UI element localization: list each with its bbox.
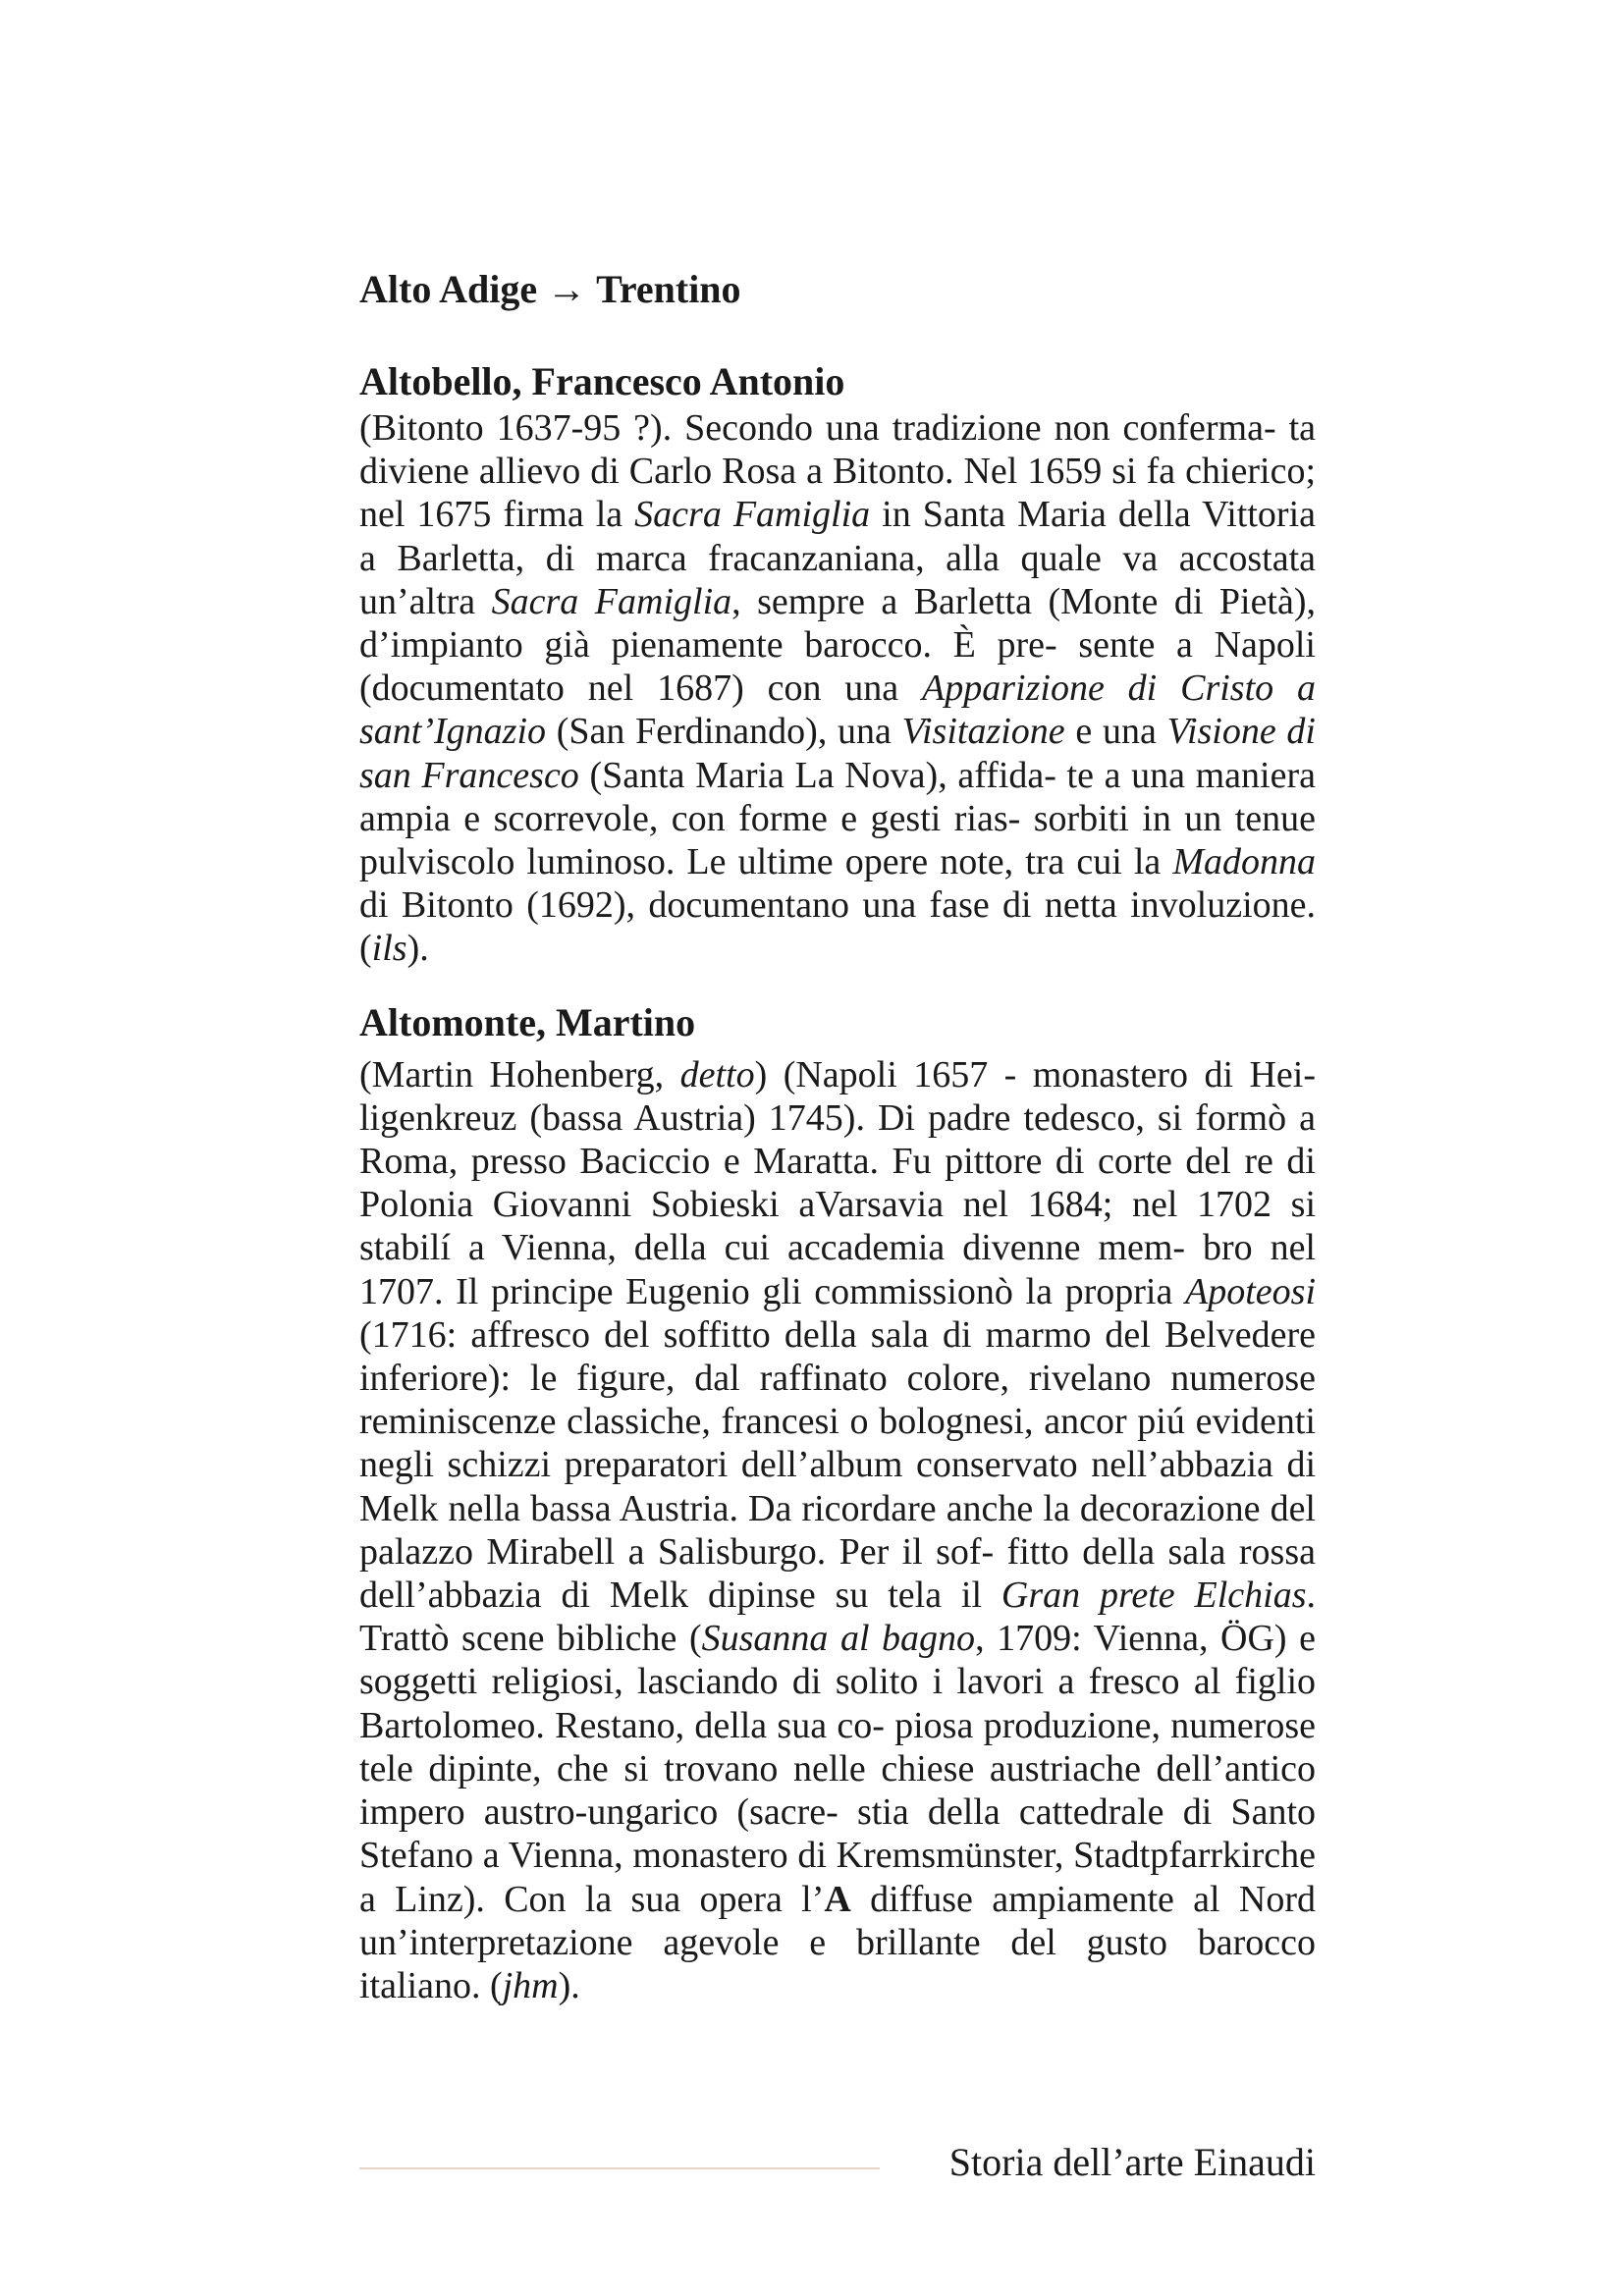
text-run: (San Ferdinando), una (546, 711, 902, 753)
text-run: . Trattò scene bibliche ( (359, 1575, 1316, 1660)
cross-reference-arrow-icon: → (547, 267, 587, 311)
entry-body-altobello (359, 406, 1316, 971)
text-run: , sempre a Barletta (Monte di Pietà), d’impianto già pienamente barocco. È pre- sente a Napoli (documentato nel 1687) con una (359, 580, 1317, 710)
text-run: ). (406, 928, 429, 970)
entry-body-altomonte (359, 1053, 1316, 2007)
artwork-title: Apoteosi (1185, 1270, 1316, 1312)
author-initials: ils (371, 928, 407, 970)
artwork-title: Gran prete Elchias (1001, 1575, 1307, 1617)
text-run: ). (558, 1964, 580, 2006)
title-left: Alto Adige (359, 267, 538, 311)
artwork-title: Madonna (1172, 841, 1316, 883)
artwork-title: Sacra Famiglia (634, 494, 871, 536)
text-run: , 1709: Vienna, ÖG) e soggetti religiosi, lasciando di solito i lavori a fresco al figlio Bartolomeo. Restano, della sua co- piosa produzione, numerose tele dipinte, che si trovano nelle chiese austriache dell’antico impero austro-ungarico (sacre- stia della cattedrale di Santo Stefano a Vienna, monastero di Kremsmünster, Stadtpfarrkirche a Linz). Con la sua opera l’ (359, 1618, 1316, 1920)
text-run: in Santa Maria della Vittoria a Barletta, di marca fracanzaniana, alla quale va accostata un’altra (359, 494, 1316, 622)
text-run: (Bitonto 1637-95 ?). Secondo una tradizione non conferma- ta diviene allievo di Carlo Rosa a Bitonto. Nel 1659 si fa chierico; nel 1675 firma la (359, 407, 1316, 536)
text-run: (Santa Maria La Nova), affida- te a una maniera ampia e scorrevole, con forme e gesti rias- sorbiti in un tenue pulviscolo luminoso. Le ultime opere note, tra cui la (359, 754, 1316, 883)
artist-abbreviation: A (824, 1878, 851, 1920)
text-run: di Bitonto (1692), documentano una fase di netta involuzione. ( (359, 884, 1316, 970)
text-run: e una (1064, 711, 1167, 753)
author-initials: jhm (502, 1964, 559, 2006)
text-run: (1716: affresco del soffitto della sala di marmo del Belvedere inferiore): le figure, dal raffinato colore, rivelano numerose reminiscenze classiche, francesi o bolognesi, ancor piú evidenti negli schizzi preparatori dell’album conservato nell’abbazia di Melk nella bassa Austria. Da ricordare anche la decorazione del palazzo Mirabell a Salisburgo. Per il sof- fitto della sala rossa dell’abbazia di Melk dipinse su tela il (359, 1313, 1316, 1617)
footer-publisher: Storia dell’arte Einaudi (948, 2140, 1316, 2184)
artwork-title: Sacra Famiglia (491, 580, 732, 622)
artwork-title: Visitazione (901, 711, 1065, 753)
artwork-title: Susanna al bagno (701, 1618, 976, 1660)
text-run: ) (Napoli 1657 - monastero di Hei- ligenkreuz (bassa Austria) 1745). Di padre tedesco, si formò a Roma, presso Baciccio e Maratta. Fu pittore di corte del re di Polonia Giovanni Sobieski aVarsavia nel 1684; nel 1702 si stabilí a Vienna, della cui accademia divenne mem- bro nel 1707. Il principe Eugenio gli commissionò la propria (359, 1053, 1316, 1312)
artwork-title: Visione di san Francesco (359, 711, 1316, 796)
entry-title-alto-adige (359, 265, 1316, 314)
entry-title-altobello: Altobello, Francesco Antonio (359, 359, 845, 403)
text-column (359, 265, 1316, 2007)
text-run: (Martin Hohenberg, (359, 1053, 680, 1095)
italic-term: detto (679, 1053, 755, 1095)
artwork-title: Apparizione di Cristo a sant’Ignazio (359, 667, 1316, 753)
footer-rule (359, 2167, 880, 2169)
title-right: Trentino (596, 267, 741, 311)
entry-title-altomonte: Altomonte, Martino (359, 999, 696, 1044)
text-run: diffuse ampiamente al Nord un’interpretazione agevole e brillante del gusto barocco italiano. ( (359, 1878, 1316, 2006)
